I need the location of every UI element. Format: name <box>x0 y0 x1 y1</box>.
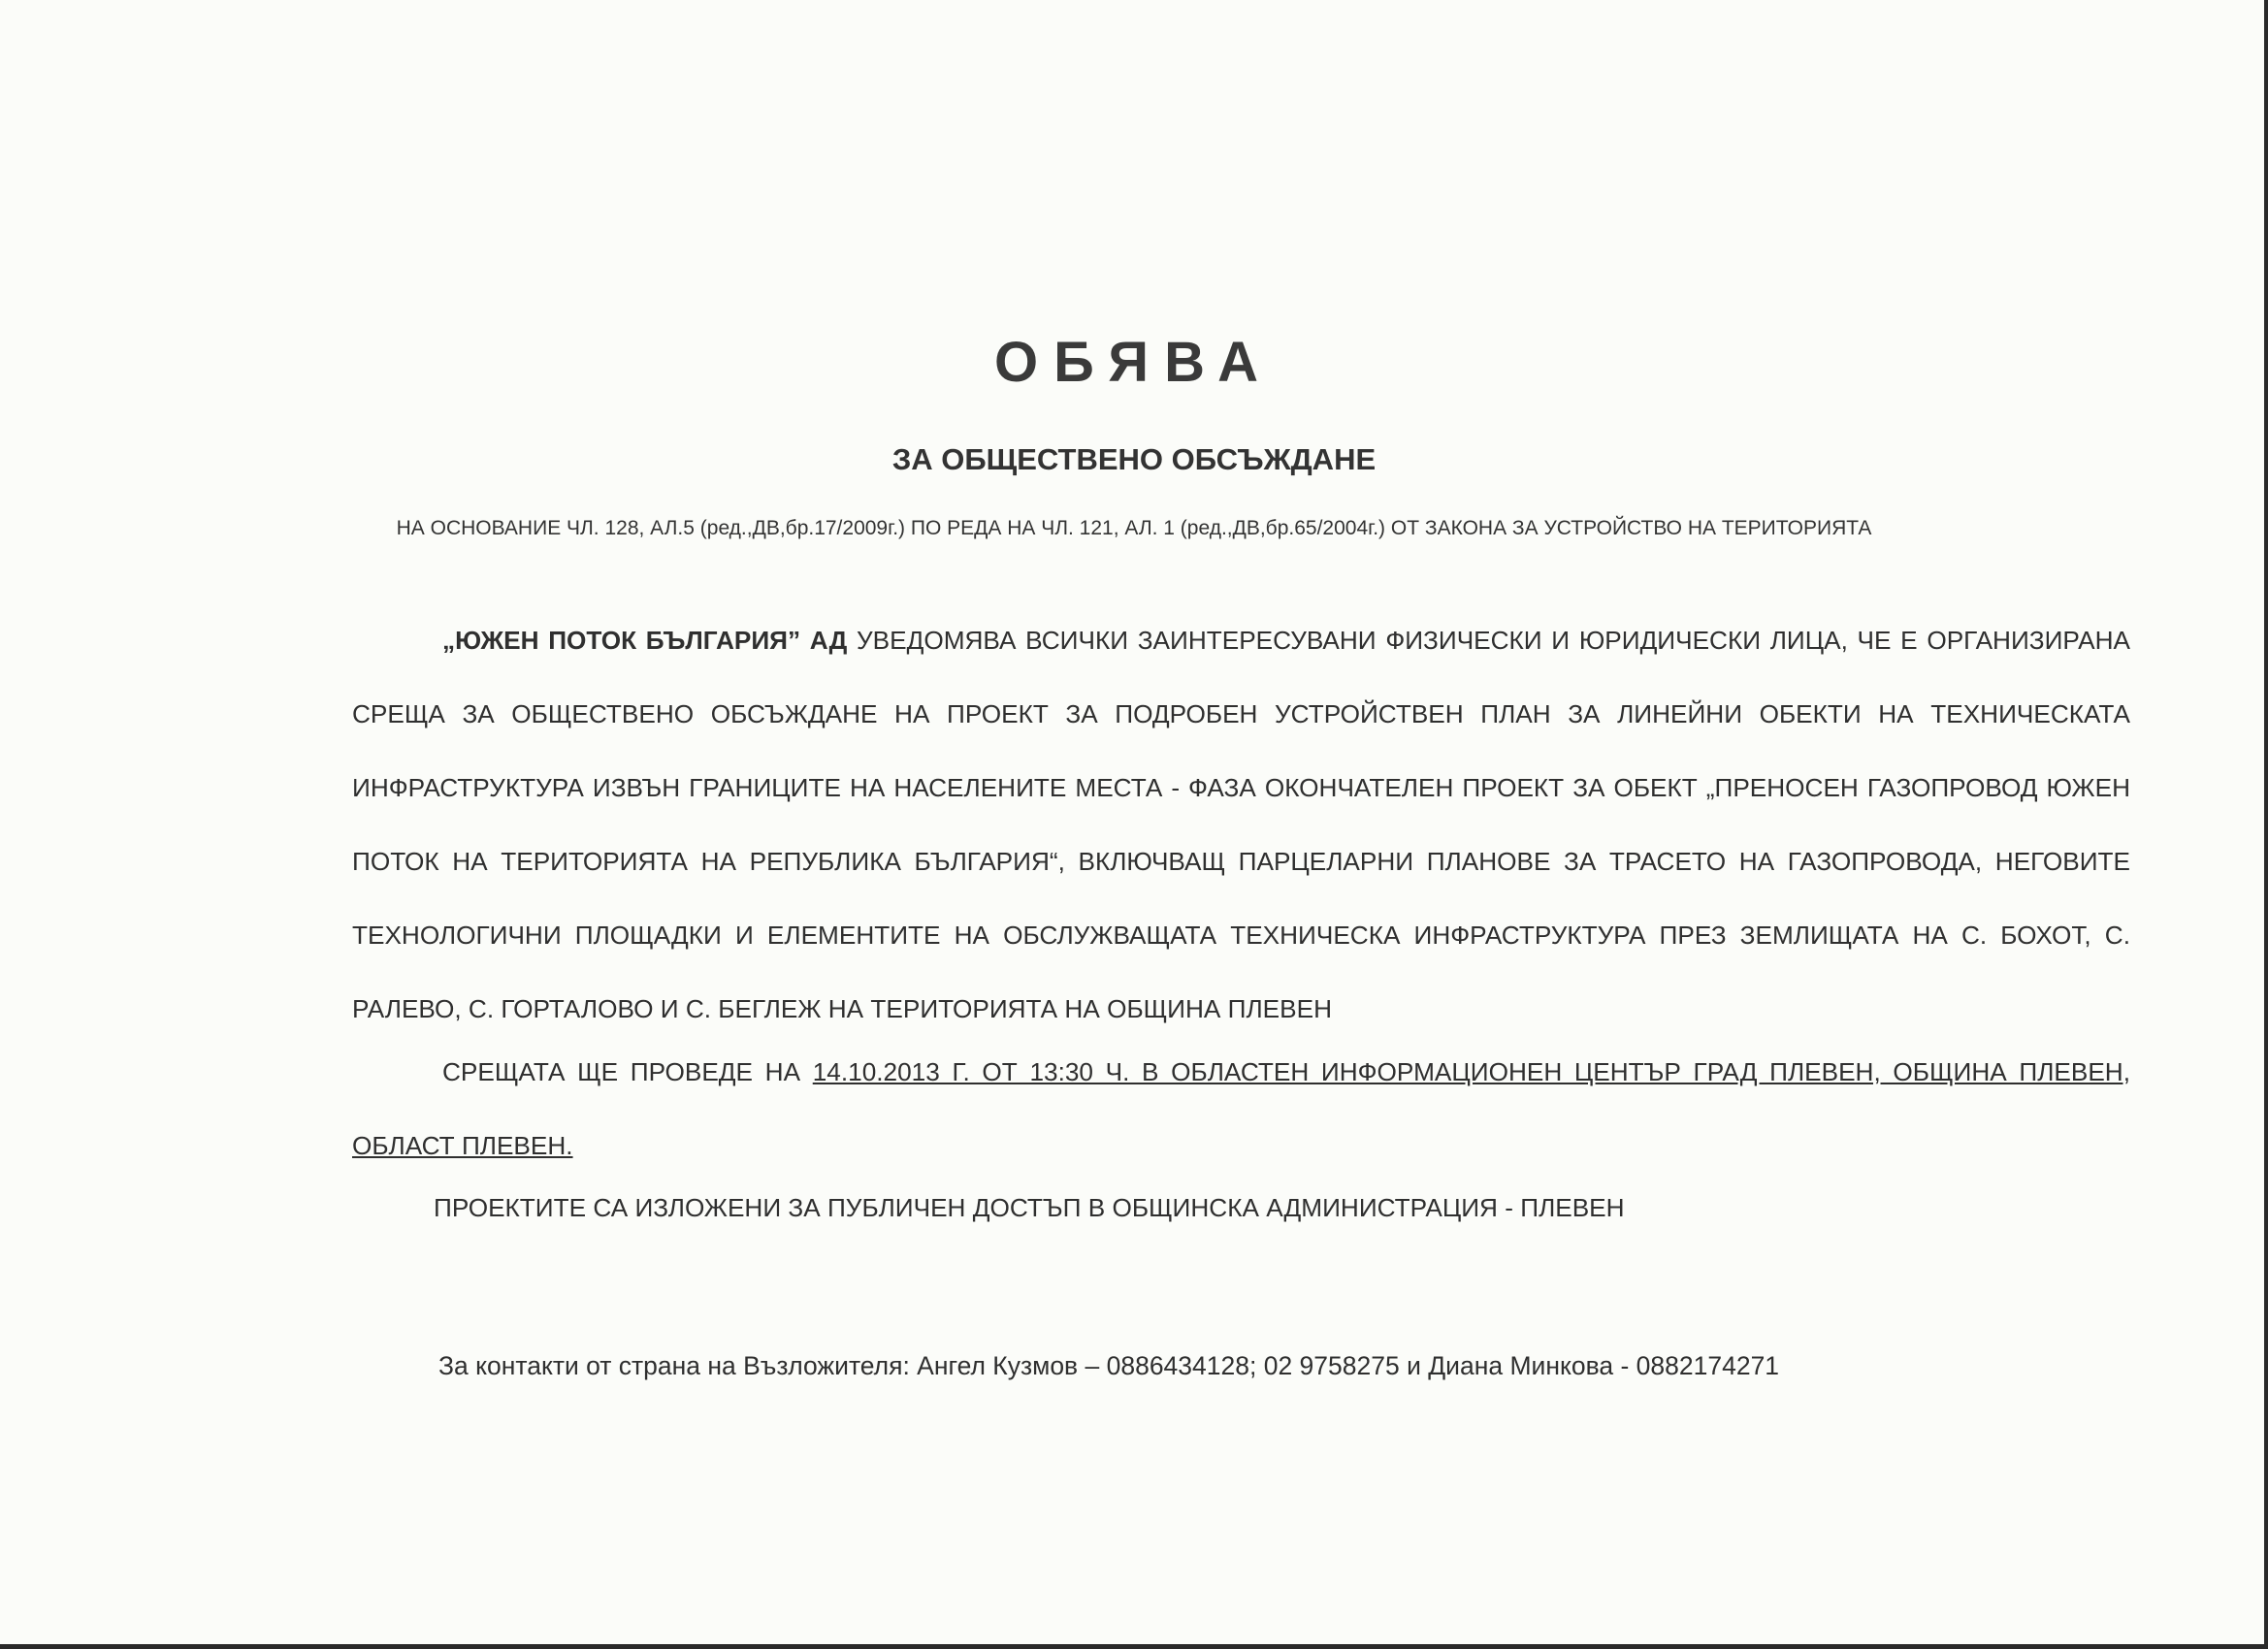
public-access-line: ПРОЕКТИТЕ СА ИЗЛОЖЕНИ ЗА ПУБЛИЧЕН ДОСТЪП В ОБЩИНСКА АДМИНИСТРАЦИЯ - ПЛЕВЕН <box>434 1193 1625 1222</box>
meeting-details: 14.10.2013 Г. ОТ 13:30 Ч. В ОБЛАСТЕН ИНФОРМАЦИОНЕН ЦЕНТЪР ГРАД ПЛЕВЕН, ОБЩИНА ПЛЕВЕН, ОБЛАСТ ПЛЕВЕН. <box>352 1057 2130 1160</box>
meeting-paragraph <box>352 1035 2130 1182</box>
announcement-paragraph <box>352 603 2130 1046</box>
scan-edge-bottom <box>0 1644 2268 1649</box>
meeting-intro: СРЕЩАТА ЩЕ ПРОВЕДЕ НА <box>442 1057 801 1086</box>
notice-title: ОБЯВА <box>994 331 1274 394</box>
meeting-info <box>352 1035 2130 1182</box>
scan-edge-right <box>2264 0 2268 1649</box>
legal-basis-line: НА ОСНОВАНИЕ ЧЛ. 128, АЛ.5 (ред.,ДВ,бр.17/2009г.) ПО РЕДА НА ЧЛ. 121, АЛ. 1 (ред.,ДВ,бр.65/2004г.) ОТ ЗАКОНА ЗА УСТРОЙСТВО НА ТЕРИТОРИЯТА <box>396 517 1872 539</box>
announcement-body <box>352 603 2130 1046</box>
announcement-text: УВЕДОМЯВА ВСИЧКИ ЗАИНТЕРЕСУВАНИ ФИЗИЧЕСКИ И ЮРИДИЧЕСКИ ЛИЦА, ЧЕ Е ОРГАНИЗИРАНА СРЕЩА ЗА ОБЩЕСТВЕНО ОБСЪЖДАНЕ НА ПРОЕКТ ЗА ПОДРОБЕН УСТРОЙСТВЕН ПЛАН ЗА ЛИНЕЙНИ ОБЕКТИ НА ТЕХНИЧЕСКАТА ИНФРАСТРУКТУРА ИЗВЪН ГРАНИЦИТЕ НА НАСЕЛЕНИТЕ МЕСТА - ФАЗА ОКОНЧАТЕЛЕН ПРОЕКТ ЗА ОБЕКТ „ПРЕНОСЕН ГАЗОПРОВОД ЮЖЕН ПОТОК НА ТЕРИТОРИЯТА НА РЕПУБЛИКА БЪЛГАРИЯ“, ВКЛЮЧВАЩ ПАРЦЕЛАРНИ ПЛАНОВЕ ЗА ТРАСЕТО НА ГАЗОПРОВОДА, НЕГОВИТЕ ТЕХНОЛОГИЧНИ ПЛОЩАДКИ И ЕЛЕМЕНТИТЕ НА ОБСЛУЖВАЩАТА ТЕХНИЧЕСКА ИНФРАСТРУКТУРА ПРЕЗ ЗЕМЛИЩАТА НА С. БОХОТ, С. РАЛЕВО, С. ГОРТАЛОВО И С. БЕГЛЕЖ НА ТЕРИТОРИЯТА НА ОБЩИНА ПЛЕВЕН <box>352 626 2130 1023</box>
company-name: „ЮЖЕН ПОТОК БЪЛГАРИЯ” АД <box>442 626 848 655</box>
notice-subtitle: ЗА ОБЩЕСТВЕНО ОБСЪЖДАНЕ <box>891 442 1377 476</box>
contacts-line: За контакти от страна на Възложителя: Ангел Кузмов – 0886434128; 02 9758275 и Диана Минкова - 0882174271 <box>438 1351 1780 1380</box>
